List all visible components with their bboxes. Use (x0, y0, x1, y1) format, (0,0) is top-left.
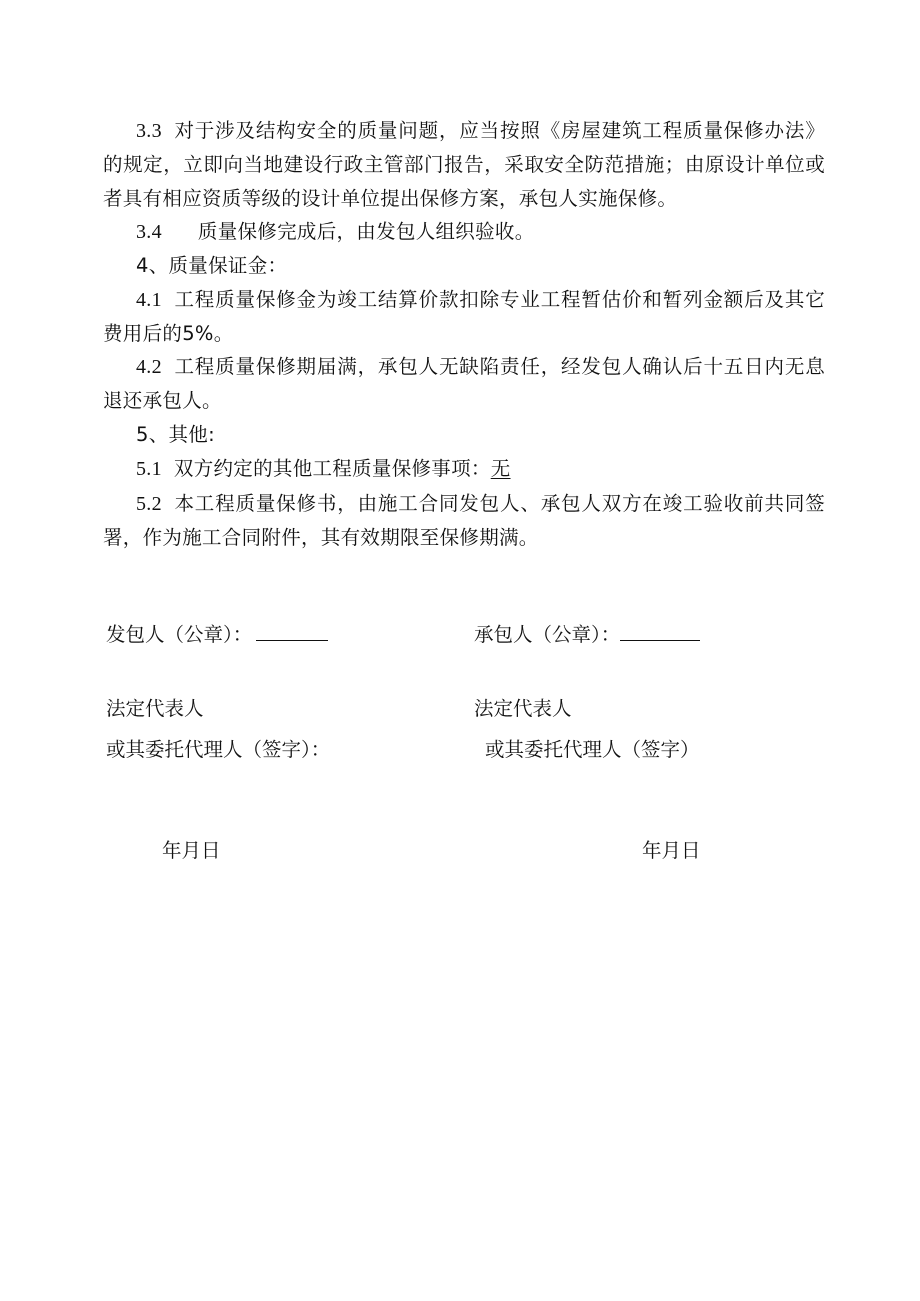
clause-text: 对于涉及结构安全的质量问题，应当按照《房屋建筑工程质量保修办法》的规定，立即向当地建设行政主管部门报告，采取安全防范措施；由原设计单位或者具有相应资质等级的设计单位提出保修方案，承包人实施保修。 (103, 119, 825, 210)
clause-number: 5.2 (136, 493, 162, 515)
contractor-seal-line (474, 620, 700, 649)
clause-number: 5.1 (136, 458, 162, 480)
clause-text: 工程质量保修金为竣工结算价款扣除专业工程暂估价和暂列金额后及其它费用后的5%。 (103, 288, 825, 345)
clause-4-2 (103, 350, 825, 418)
clause-number: 4.1 (136, 289, 162, 311)
contractor-seal-blank[interactable] (620, 620, 700, 641)
clause-3-3 (103, 114, 825, 216)
clause-text: 工程质量保修期届满，承包人无缺陷责任，经发包人确认后十五日内无息退还承包人。 (103, 355, 825, 412)
employer-rep-label: 法定代表人 (106, 697, 204, 720)
section-4-heading (103, 249, 825, 283)
employer-seal-blank[interactable] (256, 620, 328, 641)
clause-number: 3.4 (136, 221, 162, 243)
section-heading-text: 4、质量保证金： (136, 254, 288, 277)
employer-seal-line (106, 620, 328, 649)
underlined-answer: 无 (490, 457, 511, 480)
employer-agent-label: 或其委托代理人（签字）： (106, 738, 331, 761)
clause-5-1 (103, 452, 825, 486)
clause-text: 质量保修完成后，由发包人组织验收。 (197, 220, 535, 243)
clause-4-1 (103, 283, 825, 351)
employer-date-label: 年月日 (162, 839, 221, 862)
contractor-seal-label: 承包人（公章）： (474, 623, 621, 646)
clause-text: 双方约定的其他工程质量保修事项： (173, 457, 491, 480)
contractor-date-label: 年月日 (642, 839, 701, 862)
clause-text: 本工程质量保修书，由施工合同发包人、承包人双方在竣工验收前共同签署，作为施工合同附件，其有效期限至保修期满。 (103, 492, 825, 549)
clause-number: 4.2 (136, 356, 162, 378)
section-heading-text: 5、其他: (136, 423, 215, 446)
clause-number: 3.3 (136, 120, 162, 142)
clause-5-2 (103, 487, 825, 555)
employer-seal-label: 发包人（公章）： (106, 623, 253, 646)
contractor-rep-label: 法定代表人 (474, 697, 572, 720)
contractor-agent-label: 或其委托代理人（签字） (485, 738, 700, 761)
section-5-heading (103, 418, 825, 452)
clause-3-4 (103, 215, 825, 249)
